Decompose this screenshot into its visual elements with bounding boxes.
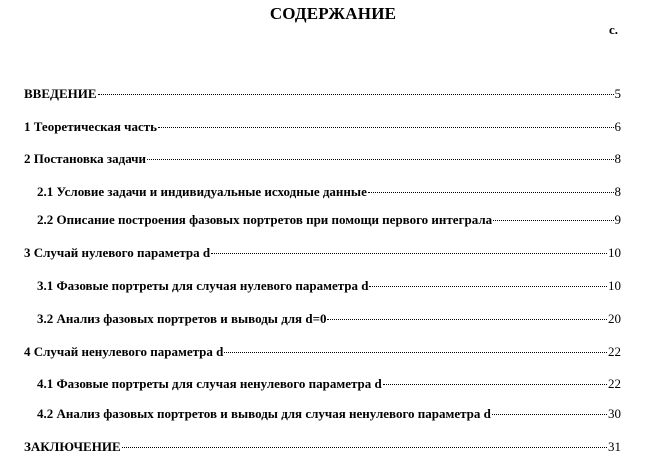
toc-entry-conclusion [24, 439, 621, 455]
toc-entry-page: 20 [608, 311, 621, 326]
toc-entry-page: 8 [614, 184, 621, 199]
toc-entry-page: 31 [608, 439, 621, 454]
toc-entry-label: 2.2 Описание построения фазовых портретов при помощи первого интеграла [37, 212, 493, 227]
toc-entry-page: 30 [608, 406, 621, 421]
toc-entry-3-1 [37, 278, 621, 294]
toc-entry-4 [24, 344, 621, 360]
toc-entry-label: 1 Теоретическая часть [24, 119, 158, 134]
toc-entry-label: 3.2 Анализ фазовых портретов и выводы для d=0 [37, 311, 327, 326]
toc-entry-label: ЗАКЛЮЧЕНИЕ [24, 439, 121, 454]
toc-entry-page: 10 [608, 278, 621, 293]
toc-entry-page: 9 [614, 212, 621, 227]
toc-entry-4-2 [37, 406, 621, 422]
dot-leader [369, 286, 607, 287]
toc-entry-3-2 [37, 311, 621, 327]
toc-entry-label: 2.1 Условие задачи и индивидуальные исходные данные [37, 184, 367, 199]
dot-leader [158, 127, 613, 128]
toc-entry-page: 8 [614, 151, 621, 166]
toc-entry-introduction [24, 86, 621, 102]
toc-entry-2-1 [37, 184, 621, 200]
toc-entry-label: 4.1 Фазовые портреты для случая ненулевого параметра d [37, 376, 382, 391]
dot-leader [147, 159, 613, 160]
toc-entry-label: 2 Постановка задачи [24, 151, 147, 166]
toc-entry-page: 22 [608, 376, 621, 391]
dot-leader [327, 319, 607, 320]
toc-entry-page: 10 [608, 245, 621, 260]
dot-leader [211, 253, 607, 254]
toc-entry-page: 6 [614, 119, 621, 134]
dot-leader [122, 447, 607, 448]
toc-entry-label: 4.2 Анализ фазовых портретов и выводы для случая ненулевого параметра d [37, 406, 491, 421]
toc-entry-2-2 [37, 212, 621, 228]
toc-entry-label: ВВЕДЕНИЕ [24, 86, 97, 101]
toc-entry-page: 5 [614, 86, 621, 101]
toc-entry-2 [24, 151, 621, 167]
toc-entry-label: 3.1 Фазовые портреты для случая нулевого параметра d [37, 278, 369, 293]
document-title: СОДЕРЖАНИЕ [269, 4, 397, 23]
dot-leader [493, 220, 613, 221]
dot-leader [492, 414, 607, 415]
dot-leader [224, 352, 607, 353]
toc-entry-label: 3 Случай нулевого параметра d [24, 245, 211, 260]
toc-entry-page: 22 [608, 344, 621, 359]
dot-leader [383, 384, 607, 385]
page-column-label: с. [608, 22, 618, 37]
toc-entry-3 [24, 245, 621, 261]
toc-entry-1 [24, 119, 621, 135]
toc-entry-4-1 [37, 376, 621, 392]
dot-leader [98, 94, 614, 95]
dot-leader [368, 192, 614, 193]
toc-entry-label: 4 Случай ненулевого параметра d [24, 344, 224, 359]
